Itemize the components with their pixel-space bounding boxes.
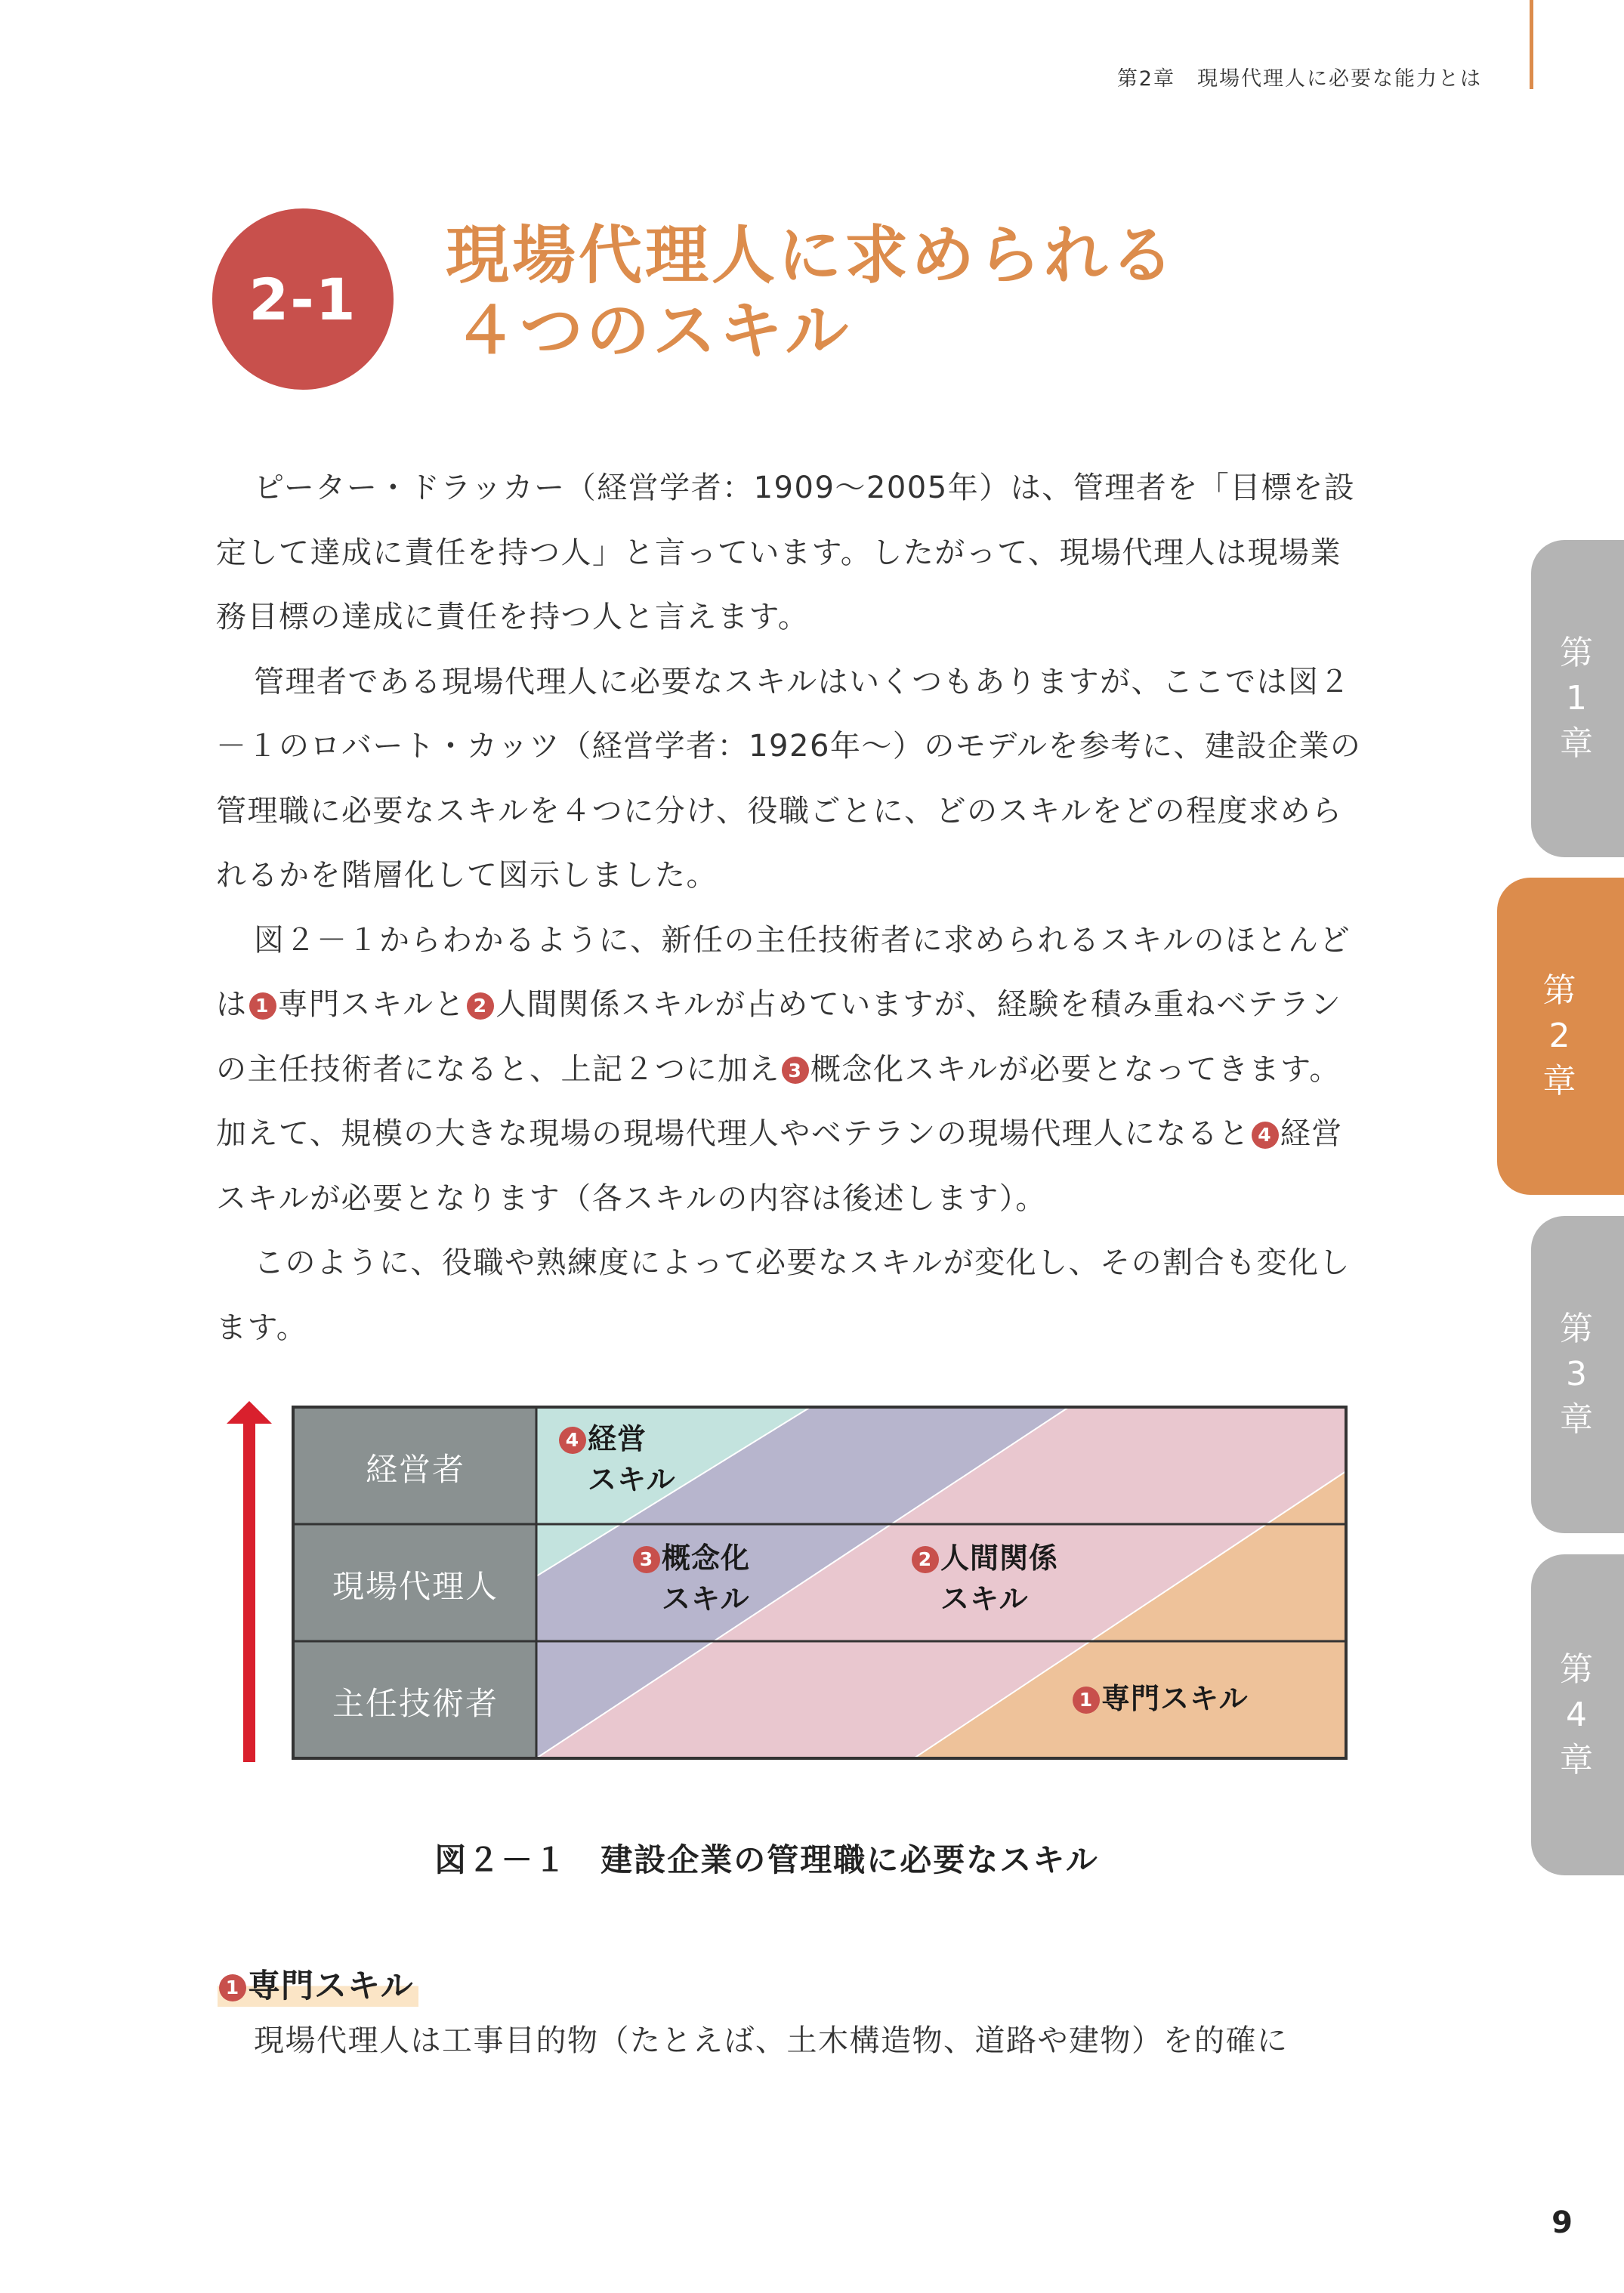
tab-chapter-1[interactable] xyxy=(1531,540,1624,857)
skill-human-line1: 人間関係 xyxy=(940,1542,1059,1575)
skill-label-technical xyxy=(1071,1678,1249,1719)
skill-label-human xyxy=(910,1538,1058,1619)
paragraph-4: このように、役職や熟練度によって必要なスキルが変化し、その割合も変化します。 xyxy=(216,1245,1351,1345)
skill-conceptual-line1: 概念化 xyxy=(662,1542,751,1575)
paragraph-3-part-e: 経営スキルが必要となります（各スキルの内容は後述します）。 xyxy=(216,1116,1343,1216)
subsection-text: 現場代理人は工事目的物（たとえば、土木構造物、道路や建物）を的確に xyxy=(254,2023,1289,2058)
row-label-chief-engineer: 主任技術者 xyxy=(332,1685,499,1722)
running-header: 第2章 現場代理人に必要な能力とは xyxy=(1116,67,1482,91)
skill-management-line2: スキル xyxy=(588,1463,676,1496)
arrow-shaft xyxy=(243,1422,255,1762)
tab-chapter-2[interactable] xyxy=(1497,878,1624,1195)
number-3-icon: 3 xyxy=(633,1546,660,1573)
tab-chapter-3-label-3: 章 xyxy=(1560,1400,1593,1439)
number-1-icon: 1 xyxy=(219,1974,246,2001)
up-arrow-icon xyxy=(227,1401,272,1762)
skill-label-conceptual xyxy=(631,1538,750,1619)
number-4-icon: 4 xyxy=(559,1427,586,1454)
arrow-head xyxy=(227,1401,272,1424)
section-number-badge: 2-1 xyxy=(212,208,394,390)
tab-chapter-2-label-1: 第 xyxy=(1542,971,1576,1010)
tab-chapter-4-label-3: 章 xyxy=(1560,1740,1593,1779)
paragraph-2: 管理者である現場代理人に必要なスキルはいくつもありますが、ここでは図２－１のロバート・カッツ（経営学者：1926年〜）のモデルを参考に、建設企業の管理職に必要なスキルを４つに分け、役職ごとに、どのスキルをどの程度求められるかを階層化して図示しました。 xyxy=(216,664,1362,893)
tab-chapter-1-label-2: 1 xyxy=(1566,679,1587,718)
tab-chapter-4-label-1: 第 xyxy=(1560,1650,1593,1689)
tab-chapter-4[interactable] xyxy=(1531,1554,1624,1875)
paragraph-3-part-a: 図２－１からわかるように、新任の主任技術者に求められるスキルのほとんどは xyxy=(216,922,1351,1022)
tab-chapter-3-label-1: 第 xyxy=(1560,1310,1593,1348)
section-title xyxy=(446,218,1177,369)
number-4-icon: 4 xyxy=(1252,1122,1279,1149)
row-label-executive: 経営者 xyxy=(365,1451,465,1488)
tab-chapter-1-label-3: 章 xyxy=(1560,724,1593,763)
subsection-heading xyxy=(218,1961,418,2007)
row-label-site-agent: 現場代理人 xyxy=(332,1568,499,1605)
number-1-icon: 1 xyxy=(249,992,276,1020)
tab-chapter-3-label-2: 3 xyxy=(1566,1355,1587,1393)
skill-human-line2: スキル xyxy=(940,1582,1029,1616)
skill-management-line1: 経営 xyxy=(588,1422,647,1455)
header-accent-bar xyxy=(1530,0,1533,89)
paragraph-3-part-b: 専門スキルと xyxy=(277,987,466,1022)
subsection-heading-text: 専門スキル xyxy=(248,1967,414,2005)
skill-technical-line1: 専門スキル xyxy=(1101,1682,1249,1715)
tab-chapter-1-label-1: 第 xyxy=(1560,634,1593,672)
body-text xyxy=(216,456,1364,1360)
tab-chapter-3[interactable] xyxy=(1531,1216,1624,1533)
skill-conceptual-line2: スキル xyxy=(662,1582,750,1616)
paragraph-3-part-d: 概念化スキルが必要となってきます。加えて、規模の大きな現場の現場代理人やベテランの現場代理人になると xyxy=(216,1051,1341,1151)
tab-chapter-2-label-2: 2 xyxy=(1548,1017,1570,1055)
paragraph-1: ピーター・ドラッカー（経営学者：1909〜2005年）は、管理者を「目標を設定して達成に責任を持つ人」と言っています。したがって、現場代理人は現場業務目標の達成に責任を持つ人と言えます。 xyxy=(216,471,1356,634)
skill-label-management xyxy=(557,1418,676,1500)
tab-chapter-2-label-3: 章 xyxy=(1542,1062,1576,1100)
figure-caption: 図２－１ 建設企業の管理職に必要なスキル xyxy=(434,1841,1099,1878)
number-2-icon: 2 xyxy=(467,992,494,1020)
number-2-icon: 2 xyxy=(912,1546,939,1573)
section-title-line2: ４つのスキル xyxy=(453,294,852,368)
section-title-line1: 現場代理人に求められる xyxy=(446,218,1178,292)
tab-chapter-4-label-2: 4 xyxy=(1566,1695,1587,1734)
number-1-icon: 1 xyxy=(1073,1687,1100,1714)
paragraph-3-part-c: 人間関係スキルが占めていますが、経験を積み重ねベテランの主任技術者になると、上記２つに加え xyxy=(216,987,1342,1087)
page-number: 9 xyxy=(1551,2205,1573,2240)
paragraph-3 xyxy=(216,909,1364,1232)
number-3-icon: 3 xyxy=(782,1057,809,1084)
